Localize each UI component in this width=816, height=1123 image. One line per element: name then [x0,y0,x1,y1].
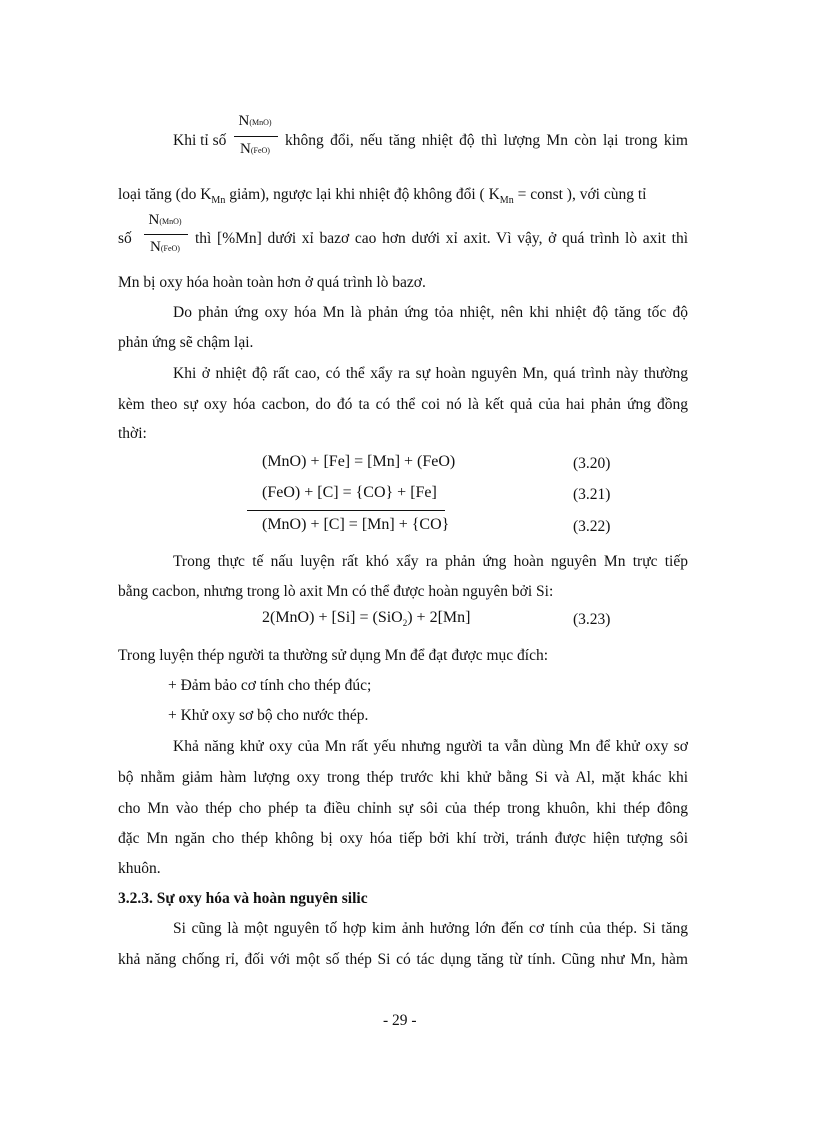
para2-line1: Do phản ứng oxy hóa Mn là phản ứng tỏa nhiệt, nên khi nhiệt độ tăng tốc độ [173,304,688,321]
bullet-item: + Đảm bảo cơ tính cho thép đúc; [168,677,372,694]
bullet-item: + Khử oxy sơ bộ cho nước thép. [168,707,369,724]
para1-line3: thì [%Mn] dưới xỉ bazơ cao hơn dưới xỉ axit. Vì vậy, ở quá trình lò axit thì [195,230,688,247]
fraction2-top: N(MnO) [148,212,182,228]
para1-line3-prefix: số [118,230,132,247]
para6-line5: khuôn. [118,860,161,877]
equation-sum-rule [247,510,445,511]
para1-line1: không đổi, nếu tăng nhiệt độ thì lượng Mn còn lại trong kim [285,132,688,149]
equation-3-20: (MnO) + [Fe] = [Mn] + (FeO) [262,453,456,470]
para7-line2: khả năng chống rỉ, đối với một số thép Si có tác dụng tăng từ tính. Cũng như Mn, hàm [118,951,688,968]
para3-line3: thời: [118,425,147,442]
page-number: - 29 - [383,1012,417,1029]
fraction-top: N(MnO) [238,113,272,129]
para4-line2: bằng cacbon, nhưng trong lò axit Mn có thể được hoàn nguyên bởi Si: [118,583,554,600]
para6-line2: bộ nhằm giảm hàm lượng oxy trong thép trước khi khử bằng Si và Al, mặt khác khi [118,769,688,786]
para2-line2: phản ứng sẽ chậm lại. [118,334,254,351]
fraction-bar [234,136,278,137]
fraction-bottom: N(FeO) [240,141,270,157]
section-heading: 3.2.3. Sự oxy hóa và hoàn nguyên silic [118,890,368,907]
para6-line3: cho Mn vào thép cho phép ta điều chỉnh sự sôi của thép trong khuôn, khi thép đông [118,800,688,817]
para1-line2: loại tăng (do $K_{Mn}$ giảm), ngược lại khi nhiệt độ không đổi ( $K_{Mn}$ = const ), với cùng tỉ [118,186,647,207]
para1-line4: Mn bị oxy hóa hoàn toàn hơn ở quá trình lò bazơ. [118,274,426,291]
para7-line1: Si cũng là một nguyên tố hợp kim ảnh hưởng lớn đến cơ tính của thép. Si tăng [173,920,688,937]
equation-3-21: (FeO) + [C] = {CO} + [Fe] [262,484,437,501]
equation-number-3-21: (3.21) [573,486,611,503]
fraction2-bottom: N(FeO) [150,239,180,255]
para1-prefix: Khi tỉ số [173,132,227,149]
para3-line2: kèm theo sự oxy hóa cacbon, do đó ta có thể coi nó là kết quả của hai phản ứng đồng [118,396,688,413]
fraction2-bar [144,234,188,235]
equation-number-3-20: (3.20) [573,455,611,472]
equation-number-3-23: (3.23) [573,611,611,628]
equation-number-3-22: (3.22) [573,518,611,535]
equation-3-22: (MnO) + [C] = [Mn] + {CO} [262,516,450,533]
para5-line1: Trong luyện thép người ta thường sử dụng Mn để đạt được mục đích: [118,647,549,664]
para4-line1: Trong thực tế nấu luyện rất khó xẩy ra phản ứng hoàn nguyên Mn trực tiếp [173,553,688,570]
equation-3-23: 2(MnO) + [Si] = (SiO$_2$) + 2[Mn] [262,609,471,629]
para6-line1: Khả năng khử oxy của Mn rất yếu nhưng người ta vẫn dùng Mn để khử oxy sơ [173,738,688,755]
para6-line4: đặc Mn ngăn cho thép không bị oxy hóa tiếp bởi khí trời, tránh được hiện tượng sôi [118,830,688,847]
para3-line1: Khi ở nhiệt độ rất cao, có thể xẩy ra sự hoàn nguyên Mn, quá trình này thường [173,365,688,382]
